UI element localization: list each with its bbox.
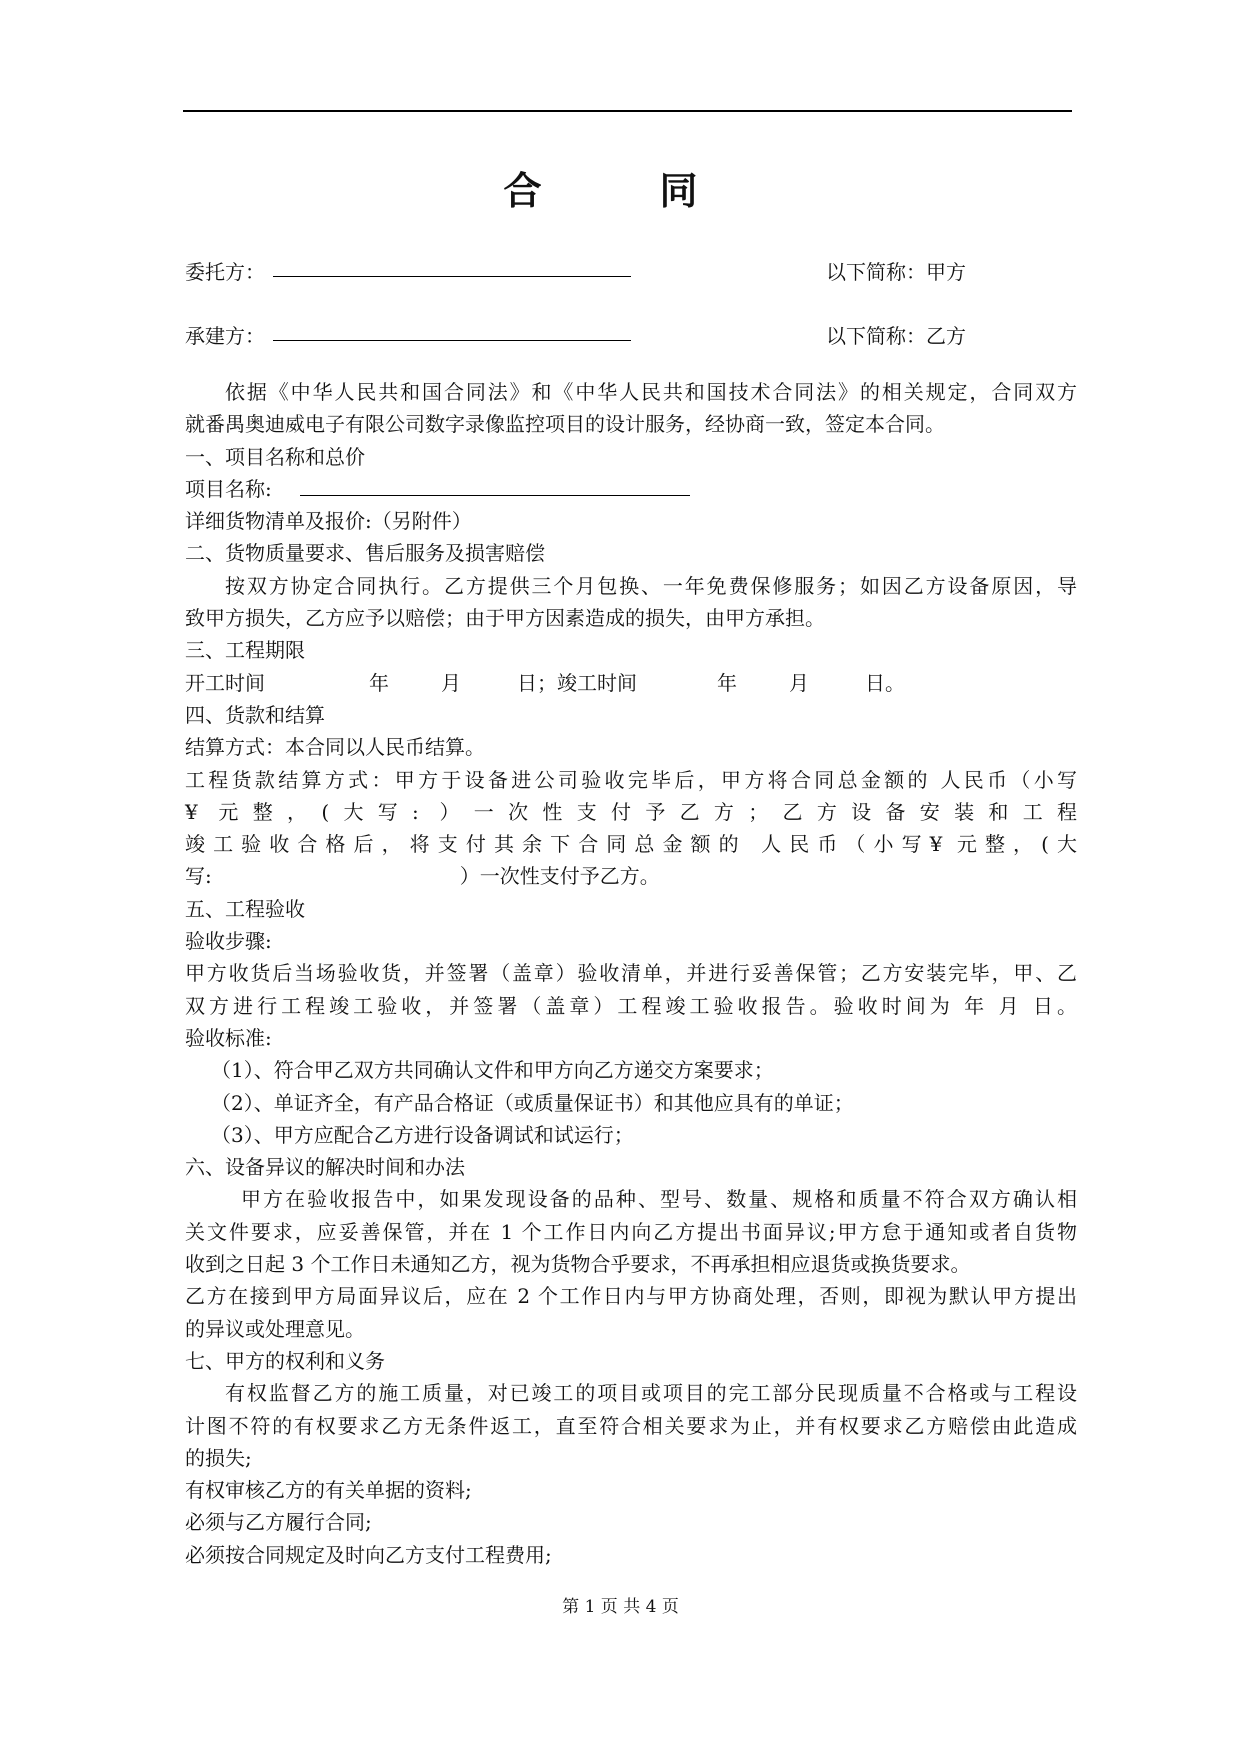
- party-a-label: 委托方：: [185, 260, 265, 284]
- document-title: 合 同: [503, 168, 738, 213]
- party-b-row: [185, 314, 1075, 350]
- payment-text: ）一次性支付予乙方；乙方设备安装和工程: [439, 799, 1078, 824]
- project-name-blank: [300, 475, 690, 496]
- payment-text: 人民币（小写¥: [761, 832, 943, 857]
- party-a-row: [185, 250, 1075, 286]
- year-label: 年: [964, 993, 989, 1018]
- standard-item: （3）、甲方应配合乙方进行设备调试和试运行；: [211, 1122, 634, 1147]
- project-name-row: [185, 473, 1077, 505]
- goods-list-line: 详细货物清单及报价:（另附件）: [185, 509, 472, 534]
- payment-line: [185, 828, 1077, 860]
- paragraph-line: 甲方在验收报告中，如果发现设备的品种、型号、数量、规格和质量不符合双方确认相: [241, 1187, 1077, 1212]
- section-heading: 四、货款和结算: [185, 702, 325, 727]
- party-b-label: 承建方：: [185, 324, 265, 348]
- paragraph-line: 按双方协定合同执行。乙方提供三个月包换、一年免费保修服务；如因乙方设备原因，导: [225, 573, 1077, 598]
- section-heading: 五、工程验收: [185, 896, 305, 921]
- payment-text: 元整，(大写:: [218, 799, 419, 824]
- section-heading: 七、甲方的权利和义务: [185, 1348, 385, 1373]
- settlement-method: 结算方式：本合同以人民币结算。: [185, 735, 485, 760]
- year-label: 年: [369, 670, 389, 695]
- section-heading: 一、项目名称和总价: [185, 444, 365, 469]
- paragraph-line: 乙方在接到甲方局面异议后，应在 2 个工作日内与甲方协商处理，否则，即视为默认甲方提出: [185, 1284, 1077, 1309]
- payment-line: [185, 860, 1077, 892]
- paragraph-line: 甲方收货后当场验收货，并签署（盖章）验收清单，并进行妥善保管；乙方安装完毕，甲、乙: [185, 961, 1077, 986]
- payment-text: ）一次性支付予乙方。: [459, 864, 660, 889]
- payment-text: 写:: [185, 864, 212, 889]
- year-label: 年: [717, 670, 737, 695]
- header-rule: [183, 110, 1072, 112]
- obligation-item: 必须按合同规定及时向乙方支付工程费用;: [185, 1542, 552, 1567]
- paragraph-line: 收到之日起 3 个工作日未通知乙方，视为货物合乎要求，不再承担相应退货或换货要求。: [185, 1252, 971, 1277]
- payment-text: 竣工验收合格后，将支付其余下合同总金额的: [185, 832, 747, 857]
- paragraph-line: 有权监督乙方的施工质量，对已竣工的项目或项目的完工部分民现质量不合格或与工程设: [225, 1381, 1077, 1406]
- intro-line: 依据《中华人民共和国合同法》和《中华人民共和国技术合同法》的相关规定，合同双方: [225, 380, 1077, 404]
- month-label: 月: [441, 670, 461, 695]
- section-heading: 二、货物质量要求、售后服务及损害赔偿: [185, 541, 545, 566]
- page-footer: 第 1 页 共 4 页: [562, 1597, 679, 1617]
- party-a-abbr: 以下简称：甲方: [826, 260, 966, 284]
- start-label: 开工时间: [185, 670, 265, 695]
- paragraph-text: 双方进行工程竣工验收，并签署（盖章）工程竣工验收报告。验收时间为: [185, 993, 954, 1018]
- day-label: 日。: [865, 670, 905, 695]
- payment-line: [185, 764, 1077, 796]
- obligation-item: 必须与乙方履行合同;: [185, 1510, 372, 1535]
- standard-item: （2）、单证齐全，有产品合格证（或质量保证书）和其他应具有的单证；: [211, 1090, 854, 1115]
- paragraph-line: 致甲方损失，乙方应予以赔偿；由于甲方因素造成的损失，由甲方承担。: [185, 606, 825, 631]
- contract-body: [185, 376, 1077, 1571]
- payment-line: [185, 796, 1077, 828]
- paragraph-line: 关文件要求，应妥善保管，并在 1 个工作日内向乙方提出书面异议;甲方怠于通知或者自货物: [185, 1219, 1077, 1244]
- acceptance-time-line: [185, 990, 1077, 1022]
- party-b-abbr: 以下简称：乙方: [826, 324, 966, 348]
- paragraph-line: 的异议或处理意见。: [185, 1316, 365, 1341]
- month-label: 月: [998, 993, 1023, 1018]
- schedule-line: [185, 667, 1077, 699]
- section-heading: 三、工程期限: [185, 638, 305, 663]
- acceptance-standard-label: 验收标准:: [185, 1025, 272, 1050]
- yuan-symbol: ¥: [185, 799, 198, 824]
- project-name-label: 项目名称:: [185, 476, 272, 501]
- party-b-blank: [273, 340, 631, 341]
- payment-text: 元整，(大: [956, 832, 1078, 857]
- month-label: 月: [789, 670, 809, 695]
- obligation-item: 有权审核乙方的有关单据的资料;: [185, 1478, 472, 1503]
- intro-line: 就番禺奥迪威电子有限公司数字录像监控项目的设计服务，经协商一致，签定本合同。: [185, 412, 945, 437]
- day-label: 日。: [1033, 993, 1078, 1018]
- paragraph-line: 的损失;: [185, 1445, 252, 1470]
- payment-text: 人民币（小写: [940, 767, 1078, 792]
- section-heading: 六、设备异议的解决时间和办法: [185, 1155, 465, 1180]
- paragraph-line: 计图不符的有权要求乙方无条件返工，直至符合相关要求为止，并有权要求乙方赔偿由此造成: [185, 1413, 1077, 1438]
- acceptance-steps-label: 验收步骤:: [185, 929, 272, 954]
- standard-item: （1）、符合甲乙双方共同确认文件和甲方向乙方递交方案要求；: [211, 1058, 774, 1083]
- party-a-blank: [273, 276, 631, 277]
- payment-text: 工程货款结算方式：甲方于设备进公司验收完毕后，甲方将合同总金额的: [185, 767, 931, 792]
- finish-label: 日；竣工时间: [517, 670, 637, 695]
